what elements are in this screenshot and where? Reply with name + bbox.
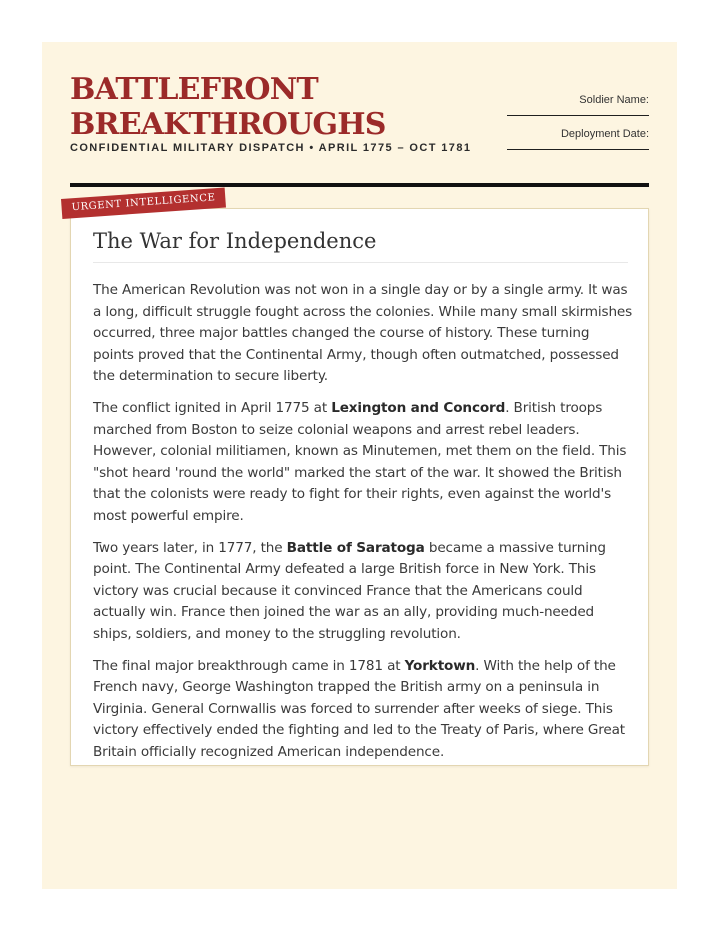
paragraph-text: . With the help of the French navy, George Washington trapped the British army on a peninsula in Virginia. General Cornwallis was forced to surrender after weeks of siege. This victory effectively ended the fighting and led to the Treaty of Paris, where Great Britain officially recognized American independence. [93, 657, 625, 760]
reading-card [70, 208, 649, 766]
masthead-title-line-2: BREAKTHROUGHS [70, 107, 386, 142]
deployment-date-field[interactable]: Deployment Date: [507, 128, 649, 150]
paragraph-intro [93, 280, 633, 388]
student-info-fields [507, 94, 649, 162]
paragraph-text: . British troops marched from Boston to seize colonial weapons and arrest rebel leaders. However, colonial militiamen, known as Minutemen, met them on the field. This "shot heard 'round the world" marked the start of the war. It showed the British that the colonists were ready to fight for their rights, even against the world's most powerful empire. [93, 399, 627, 524]
header-divider [70, 183, 649, 187]
urgent-intelligence-tag: URGENT INTELLIGENCE [61, 188, 226, 219]
paragraph-text: The conflict ignited in April 1775 at [93, 399, 332, 416]
worksheet-page [42, 42, 677, 889]
paragraph-text: became a massive turning point. The Continental Army defeated a large British force in New York. This victory was crucial because it convinced France that the Americans could actually win. France then joined the war as an ally, providing much-needed ships, soldiers, and money to the struggling revolution. [93, 539, 606, 642]
masthead-subtitle: CONFIDENTIAL MILITARY DISPATCH • APRIL 1775 – OCT 1781 [70, 142, 472, 154]
battle-name-saratoga: Battle of Saratoga [286, 539, 425, 556]
soldier-name-field[interactable]: Soldier Name: [507, 94, 649, 116]
card-title: The War for Independence [93, 229, 628, 263]
masthead-title-line-1: BATTLEFRONT [70, 72, 318, 107]
paragraph-text: Two years later, in 1777, the [93, 539, 287, 556]
paragraph-saratoga [93, 538, 633, 646]
masthead [70, 72, 471, 154]
paragraph-text: The final major breakthrough came in 1781 at [93, 657, 405, 674]
paragraph-yorktown [93, 656, 633, 764]
paragraph-text: The American Revolution was not won in a single day or by a single army. It was a long, difficult struggle fought across the colonies. While many small skirmishes occurred, three major battles changed the course of history. These turning points proved that the Continental Army, though often outmatched, possessed the determination to secure liberty. [93, 282, 633, 385]
battle-name-lexington: Lexington and Concord [331, 399, 506, 416]
battle-name-yorktown: Yorktown [404, 657, 476, 674]
paragraph-lexington [93, 398, 633, 528]
card-body [93, 280, 633, 773]
